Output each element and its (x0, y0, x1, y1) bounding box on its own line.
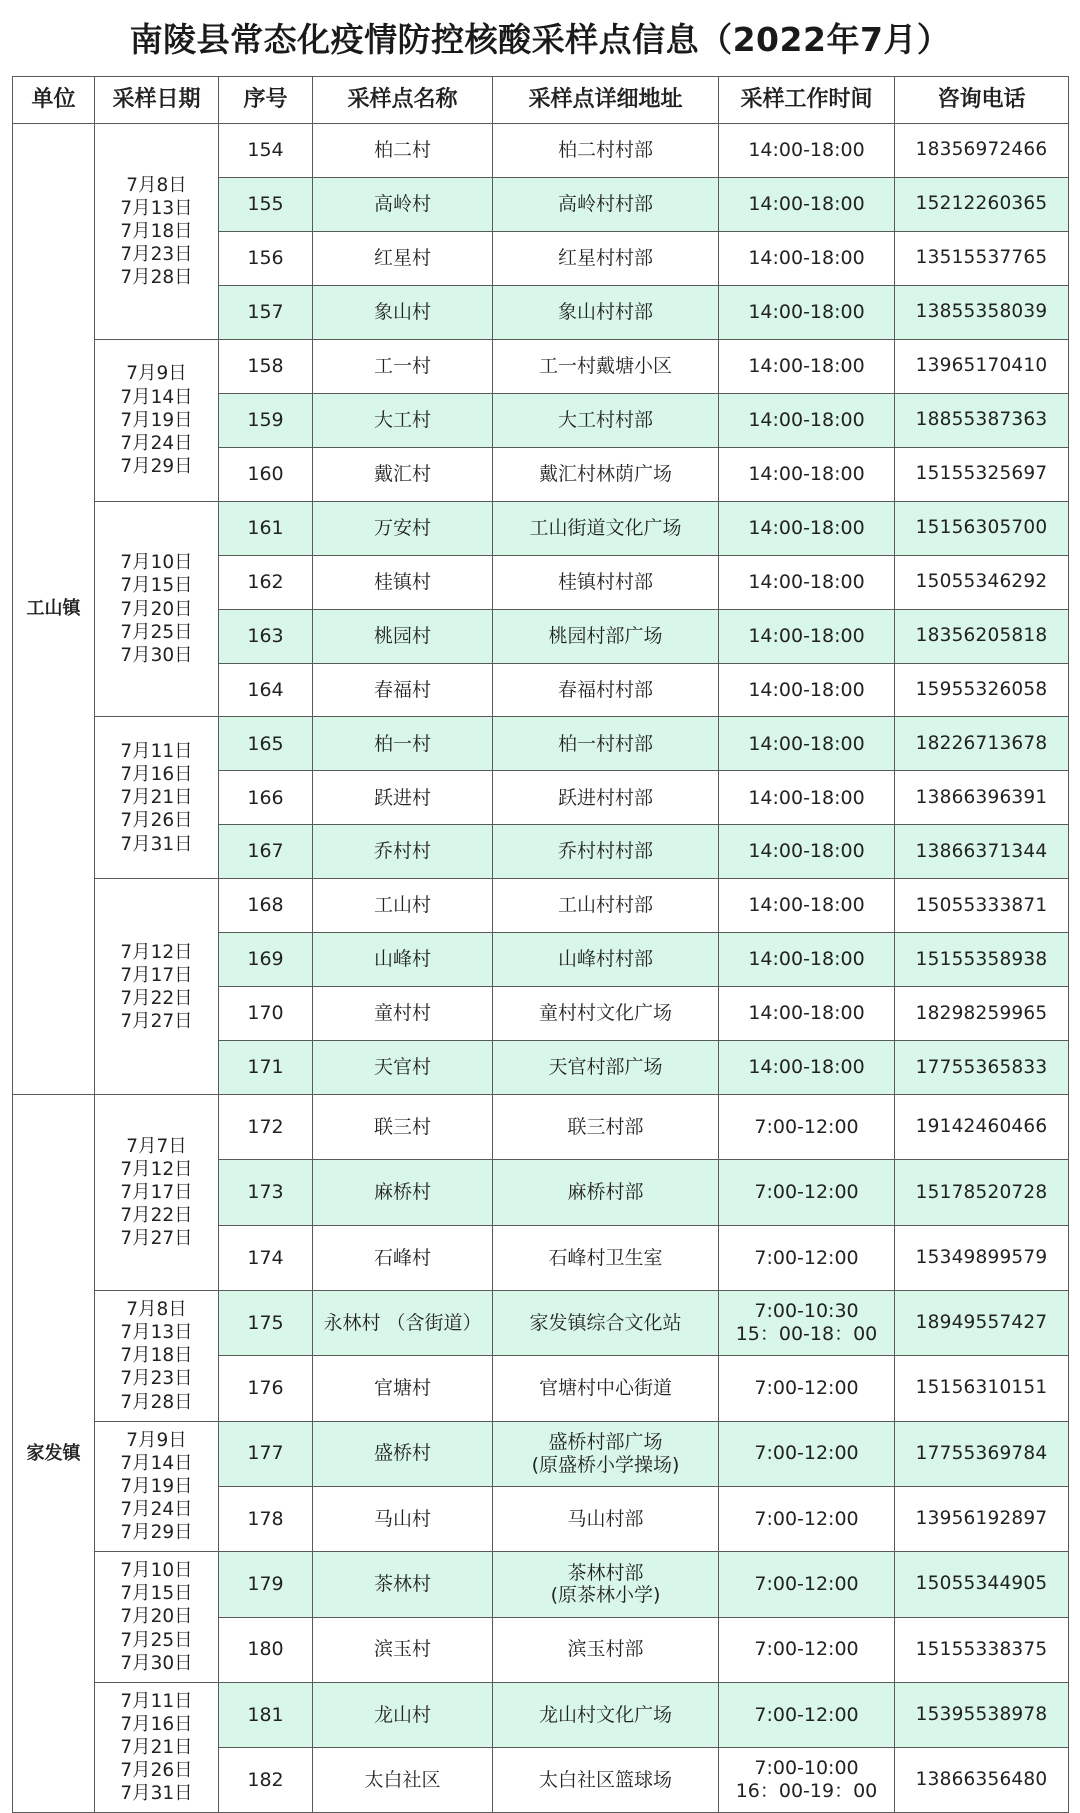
sampling-dates-cell (95, 1095, 219, 1291)
sampling-date: 7月13日 (120, 1322, 193, 1344)
sampling-date: 7月8日 (126, 1299, 187, 1321)
work-time-line: 14:00-18:00 (748, 300, 865, 323)
work-time-line: 7:00-10:00 (754, 1757, 859, 1780)
site-address-line: 工山街道文化广场 (529, 516, 682, 539)
work-time (719, 1225, 895, 1290)
site-address-line: 童村村文化广场 (538, 1002, 672, 1025)
site-address-line: 家发镇综合文化站 (529, 1311, 682, 1334)
site-address-line: 龙山村文化广场 (538, 1703, 672, 1726)
site-name: 联三村 (313, 1095, 493, 1160)
table-row (13, 124, 1069, 178)
sampling-date: 7月23日 (120, 1368, 193, 1390)
site-address (493, 1041, 719, 1095)
site-number: 177 (219, 1421, 313, 1486)
sampling-date: 7月26日 (120, 1760, 193, 1782)
work-time (719, 1291, 895, 1356)
site-number: 181 (219, 1682, 313, 1747)
contact-phone[interactable]: 15156305700 (895, 501, 1069, 555)
contact-phone[interactable]: 13515537765 (895, 231, 1069, 285)
site-address-line: 滨玉村部 (567, 1638, 644, 1661)
site-address (493, 1356, 719, 1421)
site-name: 工山村 (313, 879, 493, 933)
page-title: 南陵县常态化疫情防控核酸采样点信息（2022年7月） (129, 20, 951, 59)
header-site-name: 采样点名称 (313, 77, 493, 124)
sampling-date: 7月14日 (120, 1452, 193, 1474)
sampling-date: 7月22日 (120, 1205, 193, 1227)
site-name: 大工村 (313, 393, 493, 447)
contact-phone[interactable]: 15395538978 (895, 1682, 1069, 1747)
work-time (719, 663, 895, 717)
site-name: 乔村村 (313, 825, 493, 879)
table-row (13, 1682, 1069, 1747)
site-name: 童村村 (313, 987, 493, 1041)
table-row (13, 339, 1069, 393)
sampling-dates-cell (95, 879, 219, 1095)
site-number: 179 (219, 1552, 313, 1617)
site-address (493, 1748, 719, 1813)
sampling-date: 7月8日 (126, 174, 187, 196)
contact-phone[interactable]: 15955326058 (895, 663, 1069, 717)
table-row (13, 501, 1069, 555)
sampling-dates-cell (95, 1682, 219, 1813)
site-address (493, 447, 719, 501)
site-name: 万安村 (313, 501, 493, 555)
site-number: 164 (219, 663, 313, 717)
contact-phone[interactable]: 13866371344 (895, 825, 1069, 879)
site-address-line: 跃进村村部 (557, 786, 653, 809)
sampling-date: 7月19日 (120, 1475, 193, 1497)
site-number: 172 (219, 1095, 313, 1160)
site-address-line: 柏二村村部 (557, 139, 653, 162)
site-address (493, 771, 719, 825)
site-address-line: 麻桥村部 (567, 1181, 644, 1204)
work-time (719, 1552, 895, 1617)
contact-phone[interactable]: 18356972466 (895, 124, 1069, 178)
work-time-line: 7:00-12:00 (754, 1638, 859, 1661)
work-time (719, 987, 895, 1041)
header-address: 采样点详细地址 (493, 77, 719, 124)
work-time (719, 1356, 895, 1421)
work-time-line: 7:00-12:00 (754, 1115, 859, 1138)
sampling-date: 7月29日 (120, 1522, 193, 1544)
contact-phone[interactable]: 15155338375 (895, 1617, 1069, 1682)
sampling-date: 7月11日 (120, 741, 193, 763)
sampling-date: 7月10日 (120, 1560, 193, 1582)
site-address (493, 1682, 719, 1747)
work-time (719, 1682, 895, 1747)
header-unit: 单位 (13, 77, 95, 124)
unit-cell: 工山镇 (13, 124, 95, 1095)
sampling-dates-cell (95, 717, 219, 879)
site-address-line: (原盛桥小学操场) (531, 1453, 680, 1476)
site-name: 山峰村 (313, 933, 493, 987)
sampling-date: 7月31日 (120, 1783, 193, 1805)
site-address (493, 987, 719, 1041)
work-time (719, 1095, 895, 1160)
sampling-date: 7月27日 (120, 1228, 193, 1250)
sampling-dates-cell (95, 1421, 219, 1552)
site-number: 170 (219, 987, 313, 1041)
site-address-line: 太白社区篮球场 (538, 1768, 672, 1791)
site-name: 官塘村 (313, 1356, 493, 1421)
unit-cell: 家发镇 (13, 1095, 95, 1813)
site-number: 174 (219, 1225, 313, 1290)
contact-phone[interactable]: 15178520728 (895, 1160, 1069, 1225)
site-address (493, 1291, 719, 1356)
site-name: 象山村 (313, 285, 493, 339)
work-time-line: 14:00-18:00 (748, 732, 865, 755)
site-name: 红星村 (313, 231, 493, 285)
work-time-line: 14:00-18:00 (748, 462, 865, 485)
sampling-date: 7月16日 (120, 1713, 193, 1735)
work-time-line: 14:00-18:00 (748, 246, 865, 269)
work-time-line: 14:00-18:00 (748, 408, 865, 431)
sampling-date: 7月16日 (120, 764, 193, 786)
site-address (493, 339, 719, 393)
header-number: 序号 (219, 77, 313, 124)
table-row (13, 1421, 1069, 1486)
site-address (493, 663, 719, 717)
contact-phone[interactable]: 13965170410 (895, 339, 1069, 393)
contact-phone[interactable]: 18356205818 (895, 609, 1069, 663)
contact-phone[interactable]: 15156310151 (895, 1356, 1069, 1421)
sampling-date: 7月29日 (120, 455, 193, 477)
work-time (719, 1617, 895, 1682)
site-number: 163 (219, 609, 313, 663)
site-address (493, 825, 719, 879)
site-address (493, 231, 719, 285)
work-time (719, 1748, 895, 1813)
sampling-date: 7月24日 (120, 1499, 193, 1520)
site-name: 滨玉村 (313, 1617, 493, 1682)
contact-phone[interactable]: 13956192897 (895, 1486, 1069, 1551)
sampling-date: 7月18日 (120, 1345, 193, 1367)
site-name: 高岭村 (313, 177, 493, 231)
site-address (493, 879, 719, 933)
site-address-line: 春福村村部 (557, 678, 653, 701)
site-name: 太白社区 (313, 1748, 493, 1813)
site-address-line: 桃园村部广场 (548, 624, 663, 647)
work-time (719, 555, 895, 609)
sampling-dates-cell (95, 1552, 219, 1683)
sampling-date: 7月18日 (120, 220, 193, 242)
contact-phone[interactable]: 18298259965 (895, 987, 1069, 1041)
work-time-line: 14:00-18:00 (748, 570, 865, 593)
site-address (493, 1160, 719, 1225)
site-address-line: 桂镇村村部 (557, 570, 653, 593)
sampling-date: 7月9日 (126, 1429, 187, 1451)
sampling-date: 7月15日 (120, 575, 193, 597)
sampling-date: 7月20日 (120, 1606, 193, 1628)
table-row (13, 1095, 1069, 1160)
sampling-date: 7月21日 (120, 1737, 193, 1759)
sampling-date: 7月28日 (120, 267, 193, 289)
sampling-date: 7月31日 (120, 833, 193, 855)
table-row (13, 1291, 1069, 1356)
table-row (13, 879, 1069, 933)
sampling-date: 7月21日 (120, 787, 193, 809)
site-number: 176 (219, 1356, 313, 1421)
work-time (719, 1421, 895, 1486)
sampling-sites-table (12, 76, 1069, 1813)
site-name: 工一村 (313, 339, 493, 393)
contact-phone[interactable]: 19142460466 (895, 1095, 1069, 1160)
site-name: 石峰村 (313, 1225, 493, 1290)
sampling-date: 7月12日 (120, 941, 193, 963)
site-number: 162 (219, 555, 313, 609)
sampling-date: 7月17日 (120, 1182, 193, 1204)
work-time-line: 7:00-12:00 (754, 1181, 859, 1204)
sampling-date: 7月24日 (120, 432, 193, 454)
site-address (493, 285, 719, 339)
work-time-line: 14:00-18:00 (748, 354, 865, 377)
contact-phone[interactable]: 18855387363 (895, 393, 1069, 447)
site-number: 168 (219, 879, 313, 933)
contact-phone[interactable]: 13855358039 (895, 285, 1069, 339)
sampling-date: 7月22日 (120, 987, 193, 1009)
contact-phone[interactable]: 15349899579 (895, 1225, 1069, 1290)
site-name: 天官村 (313, 1041, 493, 1095)
work-time-line: 15：00-18：00 (735, 1323, 878, 1346)
contact-phone[interactable]: 17755365833 (895, 1041, 1069, 1095)
work-time (719, 771, 895, 825)
work-time-line: 7:00-12:00 (754, 1377, 859, 1400)
contact-phone[interactable]: 15212260365 (895, 177, 1069, 231)
site-number: 166 (219, 771, 313, 825)
site-name: 桂镇村 (313, 555, 493, 609)
work-time (719, 933, 895, 987)
site-name: 柏二村 (313, 124, 493, 178)
work-time-line: 7:00-12:00 (754, 1703, 859, 1726)
site-address (493, 1225, 719, 1290)
site-number: 156 (219, 231, 313, 285)
work-time-line: 14:00-18:00 (748, 1056, 865, 1079)
site-name: 柏一村 (313, 717, 493, 771)
sampling-date: 7月17日 (120, 964, 193, 986)
sampling-date: 7月23日 (120, 243, 193, 265)
work-time-line: 14:00-18:00 (748, 193, 865, 216)
sampling-date: 7月25日 (120, 1629, 193, 1651)
work-time (719, 609, 895, 663)
site-number: 169 (219, 933, 313, 987)
site-name: 永林村 （含街道） (313, 1291, 493, 1356)
sampling-date: 7月27日 (120, 1010, 193, 1032)
site-address (493, 1421, 719, 1486)
work-time-line: 7:00-10:30 (754, 1300, 859, 1323)
header-date: 采样日期 (95, 77, 219, 124)
site-address (493, 393, 719, 447)
work-time-line: 14:00-18:00 (748, 894, 865, 917)
site-number: 155 (219, 177, 313, 231)
site-number: 171 (219, 1041, 313, 1095)
sampling-date: 7月30日 (120, 644, 193, 666)
site-address-line: 大工村村部 (557, 408, 653, 431)
contact-phone[interactable]: 17755369784 (895, 1421, 1069, 1486)
site-address (493, 124, 719, 178)
site-number: 158 (219, 339, 313, 393)
work-time (719, 447, 895, 501)
site-address-line: 象山村村部 (557, 300, 653, 323)
site-address-line: (原茶林小学) (550, 1584, 661, 1607)
work-time (719, 124, 895, 178)
contact-phone[interactable]: 13866356480 (895, 1748, 1069, 1813)
work-time-line: 14:00-18:00 (748, 624, 865, 647)
sampling-date: 7月9日 (126, 363, 187, 385)
site-number: 178 (219, 1486, 313, 1551)
site-address (493, 609, 719, 663)
site-address-line: 山峰村村部 (557, 948, 653, 971)
sampling-dates-cell (95, 124, 219, 340)
work-time (719, 501, 895, 555)
header-row (13, 77, 1069, 124)
site-name: 春福村 (313, 663, 493, 717)
site-number: 173 (219, 1160, 313, 1225)
site-number: 175 (219, 1291, 313, 1356)
sampling-dates-cell (95, 339, 219, 501)
site-address-line: 高岭村村部 (557, 193, 653, 216)
site-name: 龙山村 (313, 1682, 493, 1747)
site-address-line: 官塘村中心街道 (538, 1377, 672, 1400)
site-address-line: 戴汇村林荫广场 (538, 462, 672, 485)
site-address (493, 1617, 719, 1682)
site-address (493, 501, 719, 555)
site-name: 马山村 (313, 1486, 493, 1551)
table-row (13, 1552, 1069, 1617)
site-number: 182 (219, 1748, 313, 1813)
work-time (719, 825, 895, 879)
header-work-time: 采样工作时间 (719, 77, 895, 124)
site-number: 161 (219, 501, 313, 555)
sampling-date: 7月19日 (120, 409, 193, 431)
site-number: 160 (219, 447, 313, 501)
sampling-date: 7月14日 (120, 386, 193, 408)
work-time (719, 1160, 895, 1225)
site-address-line: 柏一村村部 (557, 732, 653, 755)
site-address-line: 工山村村部 (557, 894, 653, 917)
contact-phone[interactable]: 18226713678 (895, 717, 1069, 771)
site-address-line: 马山村部 (567, 1507, 644, 1530)
site-address-line: 联三村部 (567, 1115, 644, 1138)
contact-phone[interactable]: 15055344905 (895, 1552, 1069, 1617)
work-time-line: 14:00-18:00 (748, 840, 865, 863)
work-time-line: 16：00-19：00 (735, 1780, 878, 1803)
contact-phone[interactable]: 18949557427 (895, 1291, 1069, 1356)
sampling-date: 7月11日 (120, 1690, 193, 1712)
site-number: 165 (219, 717, 313, 771)
site-address-line: 盛桥村部广场 (548, 1430, 663, 1453)
site-number: 159 (219, 393, 313, 447)
contact-phone[interactable]: 15155358938 (895, 933, 1069, 987)
sampling-date: 7月20日 (120, 598, 193, 620)
sampling-date: 7月12日 (120, 1158, 193, 1180)
sampling-dates-cell (95, 501, 219, 717)
site-name: 跃进村 (313, 771, 493, 825)
site-address (493, 1552, 719, 1617)
sampling-date: 7月30日 (120, 1652, 193, 1674)
sampling-date: 7月13日 (120, 197, 193, 219)
contact-phone[interactable]: 15155325697 (895, 447, 1069, 501)
work-time-line: 14:00-18:00 (748, 948, 865, 971)
site-name: 茶林村 (313, 1552, 493, 1617)
contact-phone[interactable]: 13866396391 (895, 771, 1069, 825)
work-time (719, 177, 895, 231)
work-time (719, 717, 895, 771)
work-time (719, 879, 895, 933)
table-row (13, 717, 1069, 771)
site-address (493, 1095, 719, 1160)
site-address-line: 乔村村村部 (557, 840, 653, 863)
header-phone: 咨询电话 (895, 77, 1069, 124)
work-time-line: 7:00-12:00 (754, 1442, 859, 1465)
work-time-line: 14:00-18:00 (748, 786, 865, 809)
site-number: 154 (219, 124, 313, 178)
sampling-date: 7月25日 (120, 621, 193, 643)
work-time (719, 1041, 895, 1095)
site-address-line: 茶林村部 (567, 1561, 644, 1584)
work-time (719, 393, 895, 447)
work-time-line: 7:00-12:00 (754, 1507, 859, 1530)
site-number: 167 (219, 825, 313, 879)
site-address (493, 555, 719, 609)
sampling-date: 7月15日 (120, 1583, 193, 1605)
contact-phone[interactable]: 15055346292 (895, 555, 1069, 609)
site-name: 麻桥村 (313, 1160, 493, 1225)
site-address-line: 石峰村卫生室 (548, 1246, 663, 1269)
site-address-line: 红星村村部 (557, 246, 653, 269)
work-time-line: 14:00-18:00 (748, 139, 865, 162)
work-time-line: 14:00-18:00 (748, 516, 865, 539)
work-time-line: 7:00-12:00 (754, 1572, 859, 1595)
work-time-line: 14:00-18:00 (748, 678, 865, 701)
site-address-line: 工一村戴塘小区 (538, 354, 672, 377)
site-number: 180 (219, 1617, 313, 1682)
site-address (493, 1486, 719, 1551)
site-number: 157 (219, 285, 313, 339)
work-time-line: 14:00-18:00 (748, 1002, 865, 1025)
sampling-date: 7月7日 (126, 1135, 187, 1157)
site-address (493, 177, 719, 231)
work-time (719, 231, 895, 285)
site-address-line: 天官村部广场 (548, 1056, 663, 1079)
sampling-date: 7月26日 (120, 810, 193, 832)
work-time-line: 7:00-12:00 (754, 1246, 859, 1269)
sampling-date: 7月28日 (120, 1391, 193, 1413)
site-name: 戴汇村 (313, 447, 493, 501)
work-time (719, 1486, 895, 1551)
work-time (719, 285, 895, 339)
site-name: 盛桥村 (313, 1421, 493, 1486)
site-address (493, 933, 719, 987)
site-address (493, 717, 719, 771)
sampling-date: 7月10日 (120, 552, 193, 574)
sampling-dates-cell (95, 1291, 219, 1422)
contact-phone[interactable]: 15055333871 (895, 879, 1069, 933)
work-time (719, 339, 895, 393)
site-name: 桃园村 (313, 609, 493, 663)
